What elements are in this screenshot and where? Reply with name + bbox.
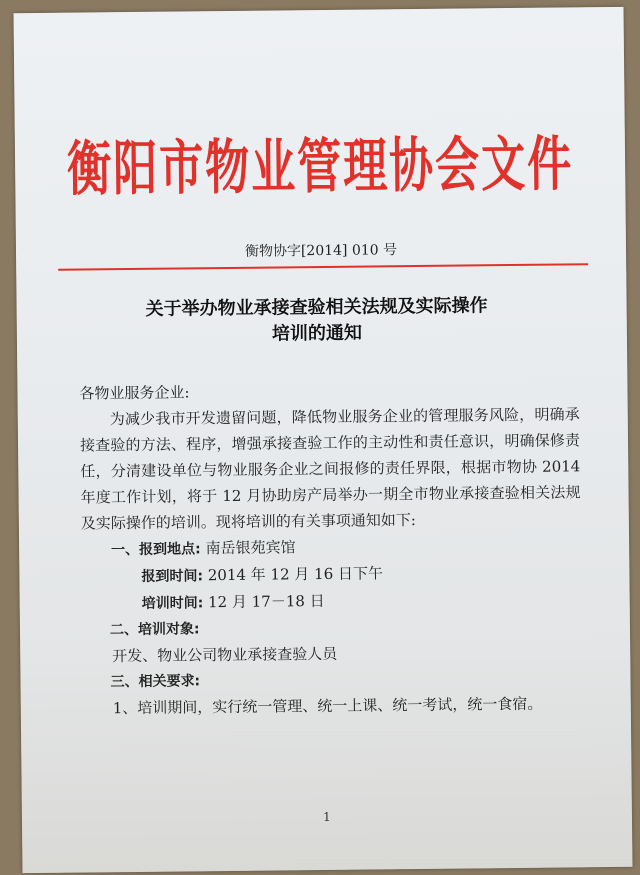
training-time-label: 培训时间:	[141, 595, 204, 612]
notice-body	[79, 375, 583, 721]
salutation: 各物业服务企业:	[79, 383, 190, 403]
red-divider	[58, 263, 588, 271]
requirement-1: 1、培训期间，实行统一管理、统一上课、统一考试，统一食宿。	[112, 694, 543, 718]
notice-title-line1: 关于举办物业承接查验相关法规及实际操作	[145, 295, 488, 320]
section-2-label: 二、培训对象:	[109, 621, 200, 639]
notice-title	[76, 293, 557, 350]
section-1-label: 一、报到地点:	[111, 541, 201, 559]
notice-title-line2: 培训的通知	[271, 322, 362, 345]
document-number: 衡物协字[2014] 010 号	[244, 242, 398, 260]
section-1-value: 南岳银苑宾馆	[205, 538, 296, 558]
training-time-value: 12 月 17－18 日	[207, 591, 325, 612]
page-number: 1	[323, 809, 331, 825]
document-page	[14, 7, 633, 873]
checkin-time-label: 报到时间:	[141, 568, 204, 585]
checkin-time-value: 2014 年 12 月 16 日下午	[207, 564, 384, 585]
organization-title: 衡阳市物业管理协会文件	[66, 130, 574, 205]
intro-paragraph: 为减少我市开发遗留问题，降低物业服务企业的管理服务风险，明确承接查验的方法、程序，增强承接查验工作的主动性和责任意识，明确保修责任，分清建设单位与物业服务企业之间报修的责任界限，根据市物协 2014 年度工作计划，将于 12 月协助房产局举办一期全市物业承接查验相关法规及实际操作的培训。现将培训的有关事项通知如下:	[79, 405, 581, 533]
section-3-label: 三、相关要求:	[110, 673, 201, 691]
section-2-value: 开发、物业公司物业承接查验人员	[112, 644, 338, 666]
